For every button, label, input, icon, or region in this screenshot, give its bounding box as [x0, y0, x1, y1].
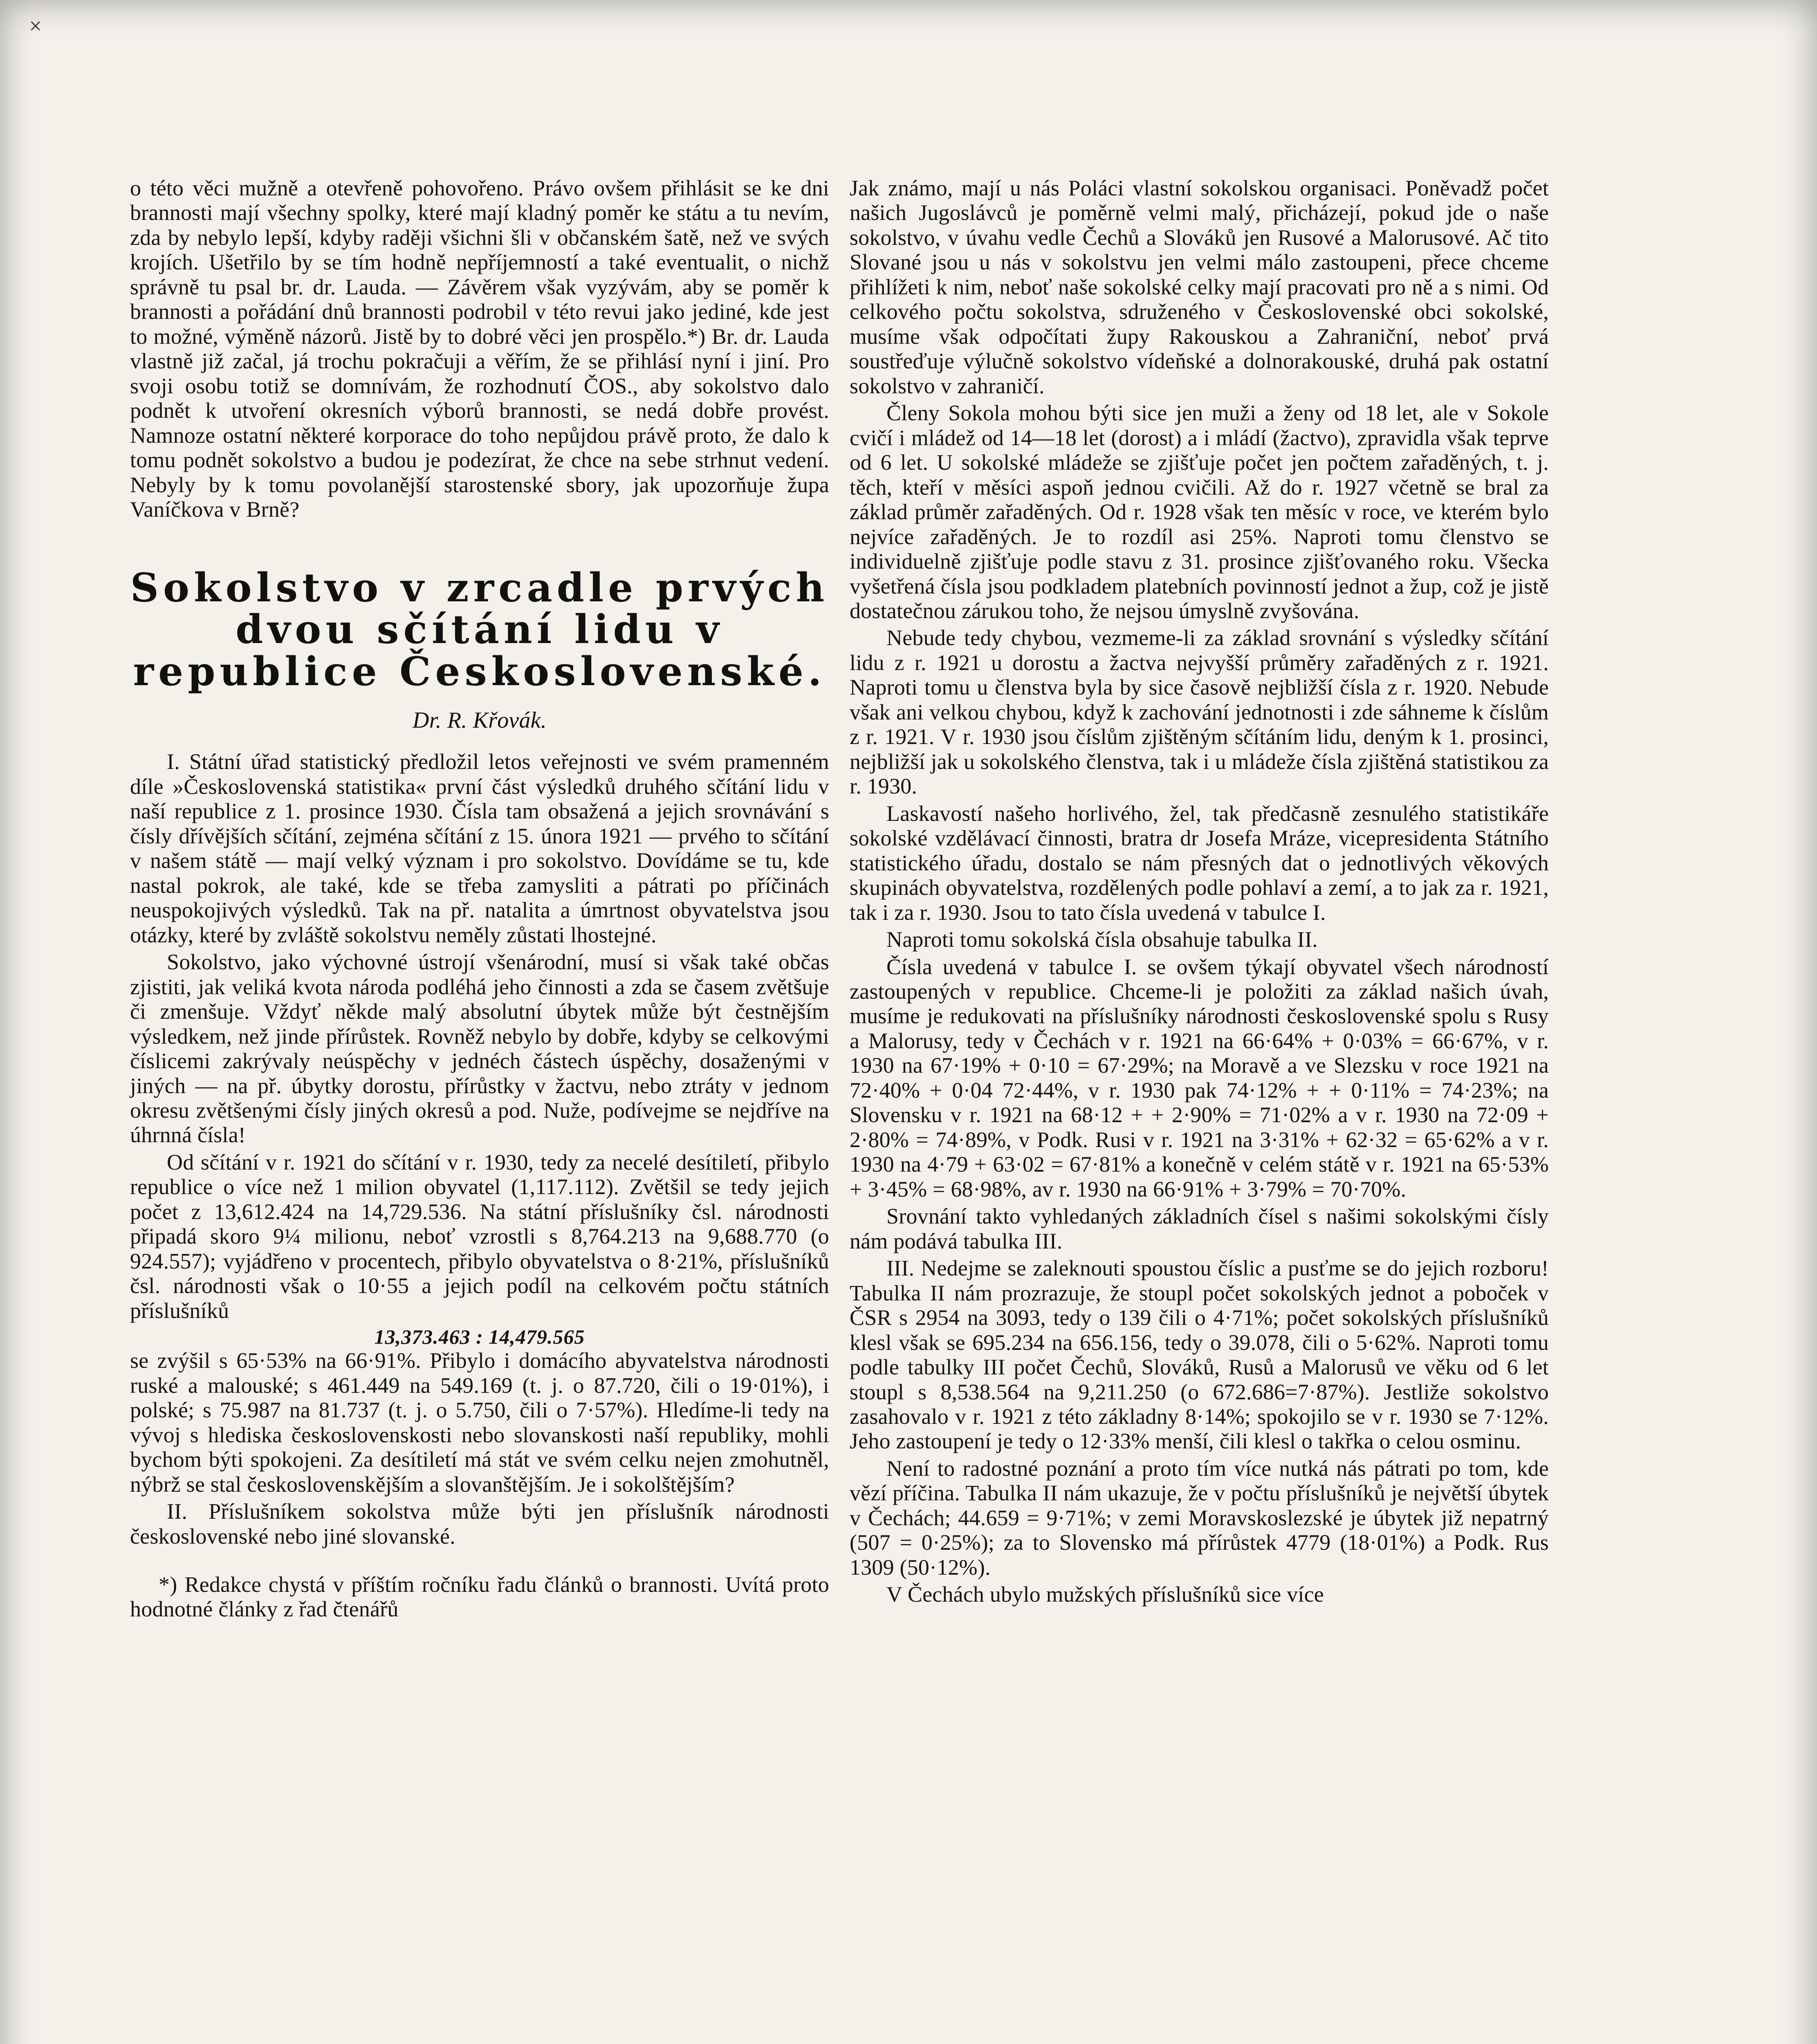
article-paragraph-2: Sokolstvo, jako výchovné ústrojí všenárodní, musí si však také občas zjistiti, jak veliká kvota národa podléhá jeho činnosti a zda se časem zvětšuje či zmenšuje. Vždyť někde malý absolutní úbytek může být čestnějším výsledkem, než jinde přírůstek. Rovněž nebylo by dobře, kdyby se celkovými číslicemi zakrývaly neúspěchy v jednéch částech úspěchy, dosaženými v jiných — na př. úbytky dorostu, přírůstky v žactvu, nebo ztráty v jednom okresu zvětšenými čísly jiných okresů a pod. Nuže, podívejme se nejdříve na úhrnná čísla! — [130, 950, 829, 1148]
left-paragraph-1: o této věci mužně a otevřeně pohovořeno. Právo ovšem přihlásit se ke dni brannosti mají všechny spolky, které mají kladný poměr ke státu a tu nevím, zda by nebylo lepší, kdyby raději všichni šli v občanském šatě, než ve svých krojích. Ušetřilo by se tím hodně nepříjemností a také eventualit, o nichž správně tu psal br. dr. Lauda. — Závěrem však vyzývám, aby se poměr k brannosti a pořádání dnů brannosti podrobil v této revui jako jediné, kde jest to možné, výměně názorů. Jistě by to dobré věci jen prospělo.*) Br. dr. Lauda vlastně již začal, já trochu pokračuji a věřím, že se přihlásí nyní i jiní. Pro svoji osobu totiž se domnívám, že rozhodnutí ČOS., aby sokolstvo dalo podnět k utvoření okresních výborů brannosti, se nedá dobře provést. Namnoze ostatní některé korporace do toho nepůjdou právě proto, že dalo k tomu podnět sokolstvo a budou je podezírat, že chce na sebe strhnut vedení. Nebyly by k tomu povolanější starostenské sbory, jak upozorňuje župa Vaníčkova v Brně? — [130, 176, 829, 522]
right-paragraph-3: Nebude tedy chybou, vezmeme-li za základ srovnání s výsledky sčítání lidu z r. 1921 u dorostu a žactva nejvyšší průměry zařaděných z r. 1921. Naproti tomu u členstva byla by sice časově nejbližší čísla z r. 1920. Nebude však ani velkou chybou, když k zachování jednotnosti i zde sáhneme k číslům z r. 1921. V r. 1930 jsou číslům zjištěným sčítáním lidu, deným k 1. prosinci, nejbližší jak u sokolského členstva, tak i u mládeže čísla zjištěná statistikou za r. 1930. — [850, 625, 1549, 799]
right-paragraph-2: Členy Sokola mohou býti sice jen muži a ženy od 18 let, ale v Sokole cvičí i mládež od 14—18 let (dorost) a i mládí (žactvo), zpravidla však teprve od 6 let. U sokolské mládeže se zjišťuje počet jen počtem zařaděných, t. j. těch, kteří v měsíci aspoň jednou cvičili. Až do r. 1927 včetně se bral za základ průměr zařaděných. Od r. 1928 však ten měsíc v roce, ve kterém bylo nejvíce zařaděných. Je to rozdíl asi 25%. Naproti tomu členstvo se individuelně zjišťuje podle stavu z 31. prosince zjišťovaného roku. Všecka vyšetřená čísla jsou podkladem platebních povinností jednot a žup, což je jistě dostatečnou zárukou toho, že nejsou úmyslně zvyšována. — [850, 401, 1549, 623]
right-paragraph-10: V Čechách ubylo mužských příslušníků sice více — [886, 1582, 1324, 1607]
scan-artifact-mark: × — [29, 16, 43, 35]
article-paragraph-1: I. Státní úřad statistický předložil letos veřejnosti ve svém pramenném díle »Československá statistika« první část výsledků druhého sčítání lidu v naší republice z 1. prosince 1930. Čísla tam obsažená a jejich srovnávání s čísly dřívějších sčítání, zejména sčítání z 15. února 1921 — prvého to sčítání v našem státě — mají velký význam i pro sokolstvo. Dovídáme se tu, kde nastal pokrok, ale také, kde se třeba zamysliti a pátrati po příčinách neuspokojivých výsledků. Tak na př. natalita a úmrtnost obyvatelstva jsou otázky, které by zvláště sokolstvu neměly zůstati lhostejné. — [130, 749, 829, 947]
left-column — [130, 176, 829, 1624]
article-title: Sokolstvo v zrcadle prvých dvou sčítání lidu v republice Československé. — [130, 564, 829, 695]
right-paragraph-9: Není to radostné poznání a proto tím více nutká nás pátrati po tom, kde vězí příčina. Tabulka II nám ukazuje, že v počtu příslušníků je největší úbytek v Čechách; 44.659 = 9·71%; v zemi Moravskoslezské je úbytek již nepatrný (507 = 0·25%); za to Slovensko má přírůstek 4779 (18·01%) a Podk. Rus 1309 (50·12%). — [850, 1456, 1549, 1580]
article-author: Dr. R. Křovák. — [413, 707, 547, 733]
right-paragraph-5: Naproti tomu sokolská čísla obsahuje tabulka II. — [886, 927, 1318, 952]
ratio-formula: 13,373.463 : 14,479.565 — [374, 1325, 585, 1349]
right-paragraph-8: III. Nedejme se zaleknouti spoustou číslic a pusťme se do jejich rozboru! Tabulka II nám prozrazuje, že stoupl počet sokolských jednot a poboček v ČSR s 2954 na 3093, tedy o 139 čili o 4·71%; počet sokolských příslušníků klesl však se 695.234 na 656.156, tedy o 39.078, čili o 5·62%. Naproti tomu podle tabulky III počet Čechů, Slováků, Rusů a Malorusů ve věku od 6 let stoupl s 8,538.564 na 9,211.250 (o 672.686=7·87%). Jestliže sokolstvo zasahovalo v r. 1921 z této základny 8·14%; spokojilo se v r. 1930 se 7·12%. Jeho zastoupení je tedy o 12·33% menší, čili klesl o takřka o celou osminu. — [850, 1256, 1549, 1454]
right-paragraph-1: Jak známo, mají u nás Poláci vlastní sokolskou organisaci. Poněvadž počet našich Jugoslávců je poměrně velmi malý, přicházejí, pokud jde o naše sokolstvo, v úvahu vedle Čechů a Slováků jen Rusové a Malorusové. Ač tito Slované jsou u nás v sokolstvu jen velmi málo zastoupeni, přece chceme přihlížeti k nim, neboť naše sokolské celky mají pracovati pro ně a s nimi. Od celkového počtu sokolstva, sdruženého v Československé obci sokolské, musíme však odpočítati župy Rakouskou a Zahraniční, neboť prvá soustřeďuje výlučně sokolstvo vídeňské a dolnorakouské, druhá pak ostatní sokolstvo v zahraničí. — [850, 176, 1549, 398]
right-column — [850, 176, 1549, 1609]
right-paragraph-4: Laskavostí našeho horlivého, žel, tak předčasně zesnulého statistikáře sokolské vzdělávací činnosti, bratra dr Josefa Mráze, vicepresidenta Státního statistického úřadu, dostalo se nám přesných dat o jednotlivých věkových skupinách obyvatelstva, rozdělených podle pohlaví a zemí, a to jak za r. 1921, tak i za r. 1930. Jsou to tato čísla uvedená v tabulce I. — [850, 801, 1549, 925]
footnote: *) Redakce chystá v příštím ročníku řadu článků o brannosti. Uvítá proto hodnotné články z řad čtenářů — [130, 1572, 829, 1622]
right-paragraph-6: Čísla uvedená v tabulce I. se ovšem týkají obyvatel všech národností zastoupených v republice. Chceme-li je položiti za základ našich úvah, musíme je redukovati na příslušníky národnosti československé spolu s Rusy a Malorusy, tedy v Čechách v r. 1921 na 66·64% + 0·03% = 66·67%, v r. 1930 na 67·19% + 0·10 = 67·29%; na Moravě a ve Slezsku v roce 1921 na 72·40% + 0·04 72·44%, v r. 1930 pak 74·12% + + 0·11% = 74·23%; na Slovensku v r. 1921 na 68·12 + + 2·90% = 71·02% a v r. 1930 na 72·09 + 2·80% = 74·89%, v Podk. Rusi v r. 1921 na 3·31% + 62·32 = 65·62% a v r. 1930 na 4·79 + 63·02 = 67·81% a konečně v celém státě v r. 1921 na 65·53% + 3·45% = 68·98%, av r. 1930 na 66·91% + 3·79% = 70·70%. — [850, 954, 1549, 1201]
article-paragraph-5: II. Příslušníkem sokolstva může býti jen příslušník národnosti československé nebo jiné slovanské. — [130, 1499, 829, 1549]
article-paragraph-3: Od sčítání v r. 1921 do sčítání v r. 1930, tedy za necelé desítiletí, přibylo republice o více než 1 milion obyvatel (1,117.112). Zvětšil se tedy jejich počet z 13,612.424 na 14,729.536. Na státní příslušníky čsl. národnosti připadá skoro 9¼ milionu, neboť vzrostli s 8,764.213 na 9,688.770 (o 924.557); vyjádřeno v procentech, přibylo obyvatelstva o 8·21%, příslušníků čsl. národnosti však o 10·55 a jejich podíl na celkovém počtu státních příslušníků — [130, 1150, 829, 1323]
article-paragraph-4: se zvýšil s 65·53% na 66·91%. Přibylo i domácího abyvatelstva národnosti ruské a malouské; s 461.449 na 549.169 (t. j. o 87.720, čili o 19·01%), i polské; s 75.987 na 81.737 (t. j. o 5.750, čili o 7·57%). Hledíme-li tedy na vývoj s hlediska československosti nebo slovanskosti naší republiky, mohli bychom býti spokojeni. Za desítiletí má stát ve svém celku nejen zmohutněl, nýbrž se stal československějším a slovanštějším. Je i sokolštějším? — [130, 1348, 829, 1497]
right-paragraph-7: Srovnání takto vyhledaných základních čísel s našimi sokolskými čísly nám podává tabulka III. — [850, 1204, 1549, 1253]
